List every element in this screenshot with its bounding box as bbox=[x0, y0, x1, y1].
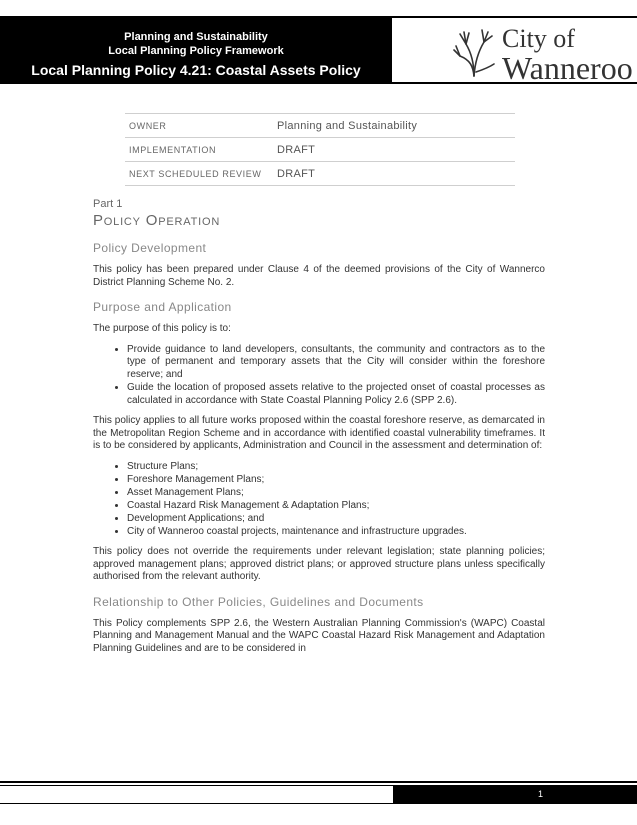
section-heading-purpose: Purpose and Application bbox=[93, 300, 232, 314]
header-title-band bbox=[0, 18, 392, 84]
section-heading-policy-development: Policy Development bbox=[93, 241, 207, 255]
paragraph: This policy has been prepared under Clause 4 of the deemed provisions of the City of Wannerco District Planning Scheme No. 2. bbox=[93, 264, 545, 288]
meta-value: Planning and Sustainability bbox=[277, 119, 418, 132]
list-item: • City of Wanneroo coastal projects, maintenance and infrastructure upgrades. bbox=[127, 526, 545, 539]
logo-text-wanneroo: Wanneroo bbox=[502, 50, 633, 86]
policy-metadata-table bbox=[125, 113, 515, 186]
meta-label: OWNER bbox=[129, 120, 167, 131]
list-item: • Development Applications; and bbox=[127, 513, 545, 526]
list-item: • Provide guidance to land developers, consultants, the community and contractors as to the type of permanent and temporary assets that the City will consider within the foreshore reserve; and bbox=[127, 344, 545, 382]
kangaroo-paw-icon bbox=[452, 24, 496, 78]
meta-label: NEXT SCHEDULED REVIEW bbox=[129, 168, 262, 179]
purpose-bullet-list bbox=[93, 344, 545, 408]
assessment-documents-list bbox=[93, 461, 545, 539]
meta-label: IMPLEMENTATION bbox=[129, 144, 217, 155]
part-label: Part 1 bbox=[93, 198, 123, 210]
logo-text-city-of: City of bbox=[502, 24, 575, 53]
list-item: • Asset Management Plans; bbox=[127, 487, 545, 500]
meta-value: DRAFT bbox=[277, 167, 316, 180]
paragraph: This policy does not override the requirements under relevant legislation; state planning policies; approved management plans; approved district plans; or approved structure plans unless specifically authorised from the relevant authority. bbox=[93, 546, 545, 582]
part-title: Policy Operation bbox=[93, 212, 221, 229]
footer-left-band bbox=[0, 785, 393, 804]
page-number: 1 bbox=[538, 789, 544, 799]
header-framework: Local Planning Policy Framework bbox=[108, 45, 284, 57]
list-item: • Guide the location of proposed assets relative to the projected onset of coastal processes as calculated in accordance with State Coastal Planning Policy 2.6 (SPP 2.6). bbox=[127, 382, 545, 407]
footer-page-band bbox=[393, 785, 637, 804]
meta-row-owner bbox=[125, 113, 515, 137]
header-department: Planning and Sustainability bbox=[124, 31, 268, 43]
meta-row-implementation bbox=[125, 137, 515, 161]
section-heading-relationship: Relationship to Other Policies, Guidelines and Documents bbox=[93, 594, 424, 609]
policy-body bbox=[93, 197, 545, 663]
paragraph: The purpose of this policy is to: bbox=[93, 323, 231, 334]
city-logo bbox=[392, 18, 637, 84]
paragraph: This Policy complements SPP 2.6, the Western Australian Planning Commission's (WAPC) Coastal Planning and Management Manual and the WAPC Coastal Hazard Risk Management and Adaptation Planning Guidelines and are to be considered in bbox=[93, 617, 545, 654]
meta-value: DRAFT bbox=[277, 143, 316, 156]
paragraph: This policy applies to all future works proposed within the coastal foreshore reserve, as demarcated in the Metropolitan Region Scheme and in accordance with identified coastal vulnerability timeframes. It is to be considered by applicants, Administration and Council in the assessment and determination of: bbox=[93, 415, 545, 451]
list-item: • Coastal Hazard Risk Management & Adaptation Plans; bbox=[127, 500, 545, 513]
list-item: • Structure Plans; bbox=[127, 461, 545, 474]
footer-rule bbox=[0, 781, 637, 783]
document-title: Local Planning Policy 4.21: Coastal Assets Policy bbox=[31, 62, 361, 78]
meta-row-next-review bbox=[125, 161, 515, 186]
list-item: • Foreshore Management Plans; bbox=[127, 474, 545, 487]
